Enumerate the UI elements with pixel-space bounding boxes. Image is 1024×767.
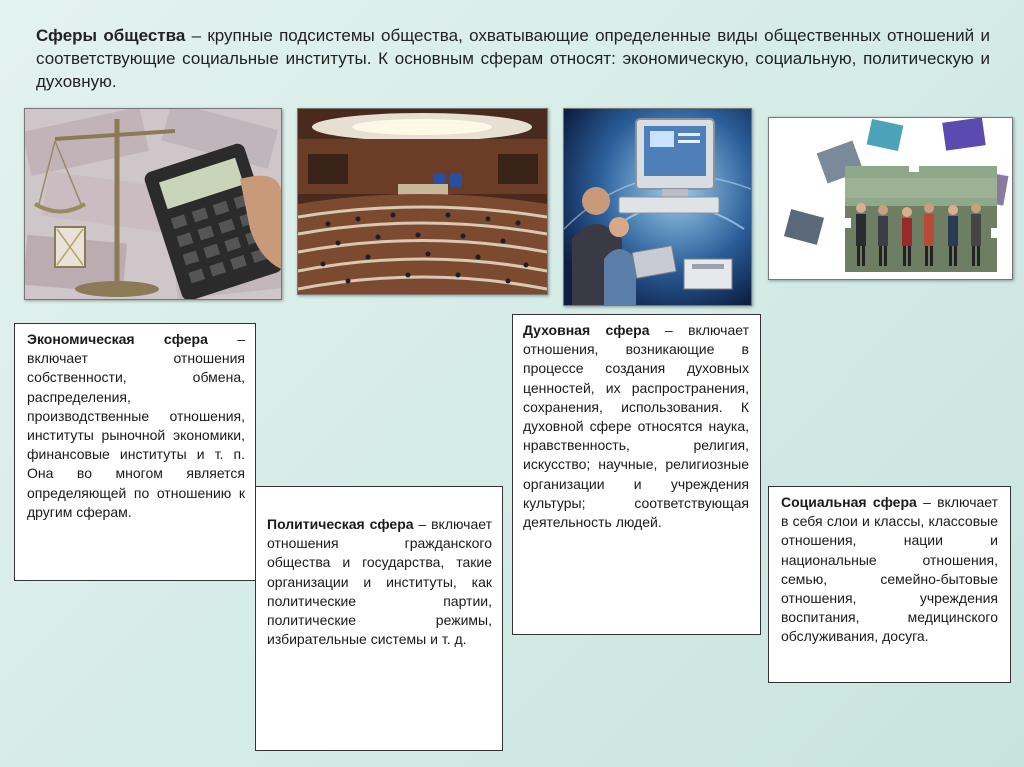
social-sphere-text: – включает в себя слои и классы, классовые отношения, нации и национальные отношения, семью, семейно-бытовые отношения, учреждения воспитания, медицинского обслуживания, досуга. <box>781 494 999 645</box>
intro-text: – крупные подсистемы общества, охватывающие определенные виды общественных отношений и соответствующие социальные институты. К основным сферам относят: экономическую, социальную, политическую и духовную. <box>36 26 990 91</box>
political-sphere-title: Политическая сфера <box>267 516 414 532</box>
parliament-photo <box>297 108 548 295</box>
computer-illustration <box>564 109 751 305</box>
intro-paragraph <box>36 24 990 93</box>
spiritual-sphere-card <box>512 314 761 635</box>
social-sphere-card <box>768 486 1011 683</box>
economic-sphere-text: – включает отношения собственности, обмена, распределения, производственные отношения, институты рыночной экономики, финансовые институты и т. п. Она во многом является определяющей по отношению к другим сферам. <box>27 331 245 520</box>
intro-term: Сферы общества <box>36 26 186 45</box>
political-sphere-text: – включает отношения гражданского общества и государства, такие организации и институты, как политические партии, политические режимы, избирательные системы и т. д. <box>267 516 492 648</box>
computer-photo <box>563 108 752 306</box>
puzzle-illustration <box>769 118 1012 279</box>
economic-sphere-title: Экономическая сфера <box>27 331 208 347</box>
economic-sphere-card <box>14 323 256 581</box>
spiritual-sphere-text: – включает отношения, возникающие в процессе создания духовных ценностей, их распространения, сохранения, использования. К духовной сфере относятся наука, нравственность, религия, искусство; научные, религиозные организации и учреждения культуры; соответствующая деятельность людей. <box>523 322 749 531</box>
economy-illustration <box>25 109 281 299</box>
political-sphere-card <box>255 486 503 751</box>
spiritual-sphere-title: Духовная сфера <box>523 322 650 338</box>
society-puzzle-photo <box>768 117 1013 280</box>
parliament-illustration <box>298 109 547 294</box>
social-sphere-title: Социальная сфера <box>781 494 917 510</box>
economy-photo <box>24 108 282 300</box>
